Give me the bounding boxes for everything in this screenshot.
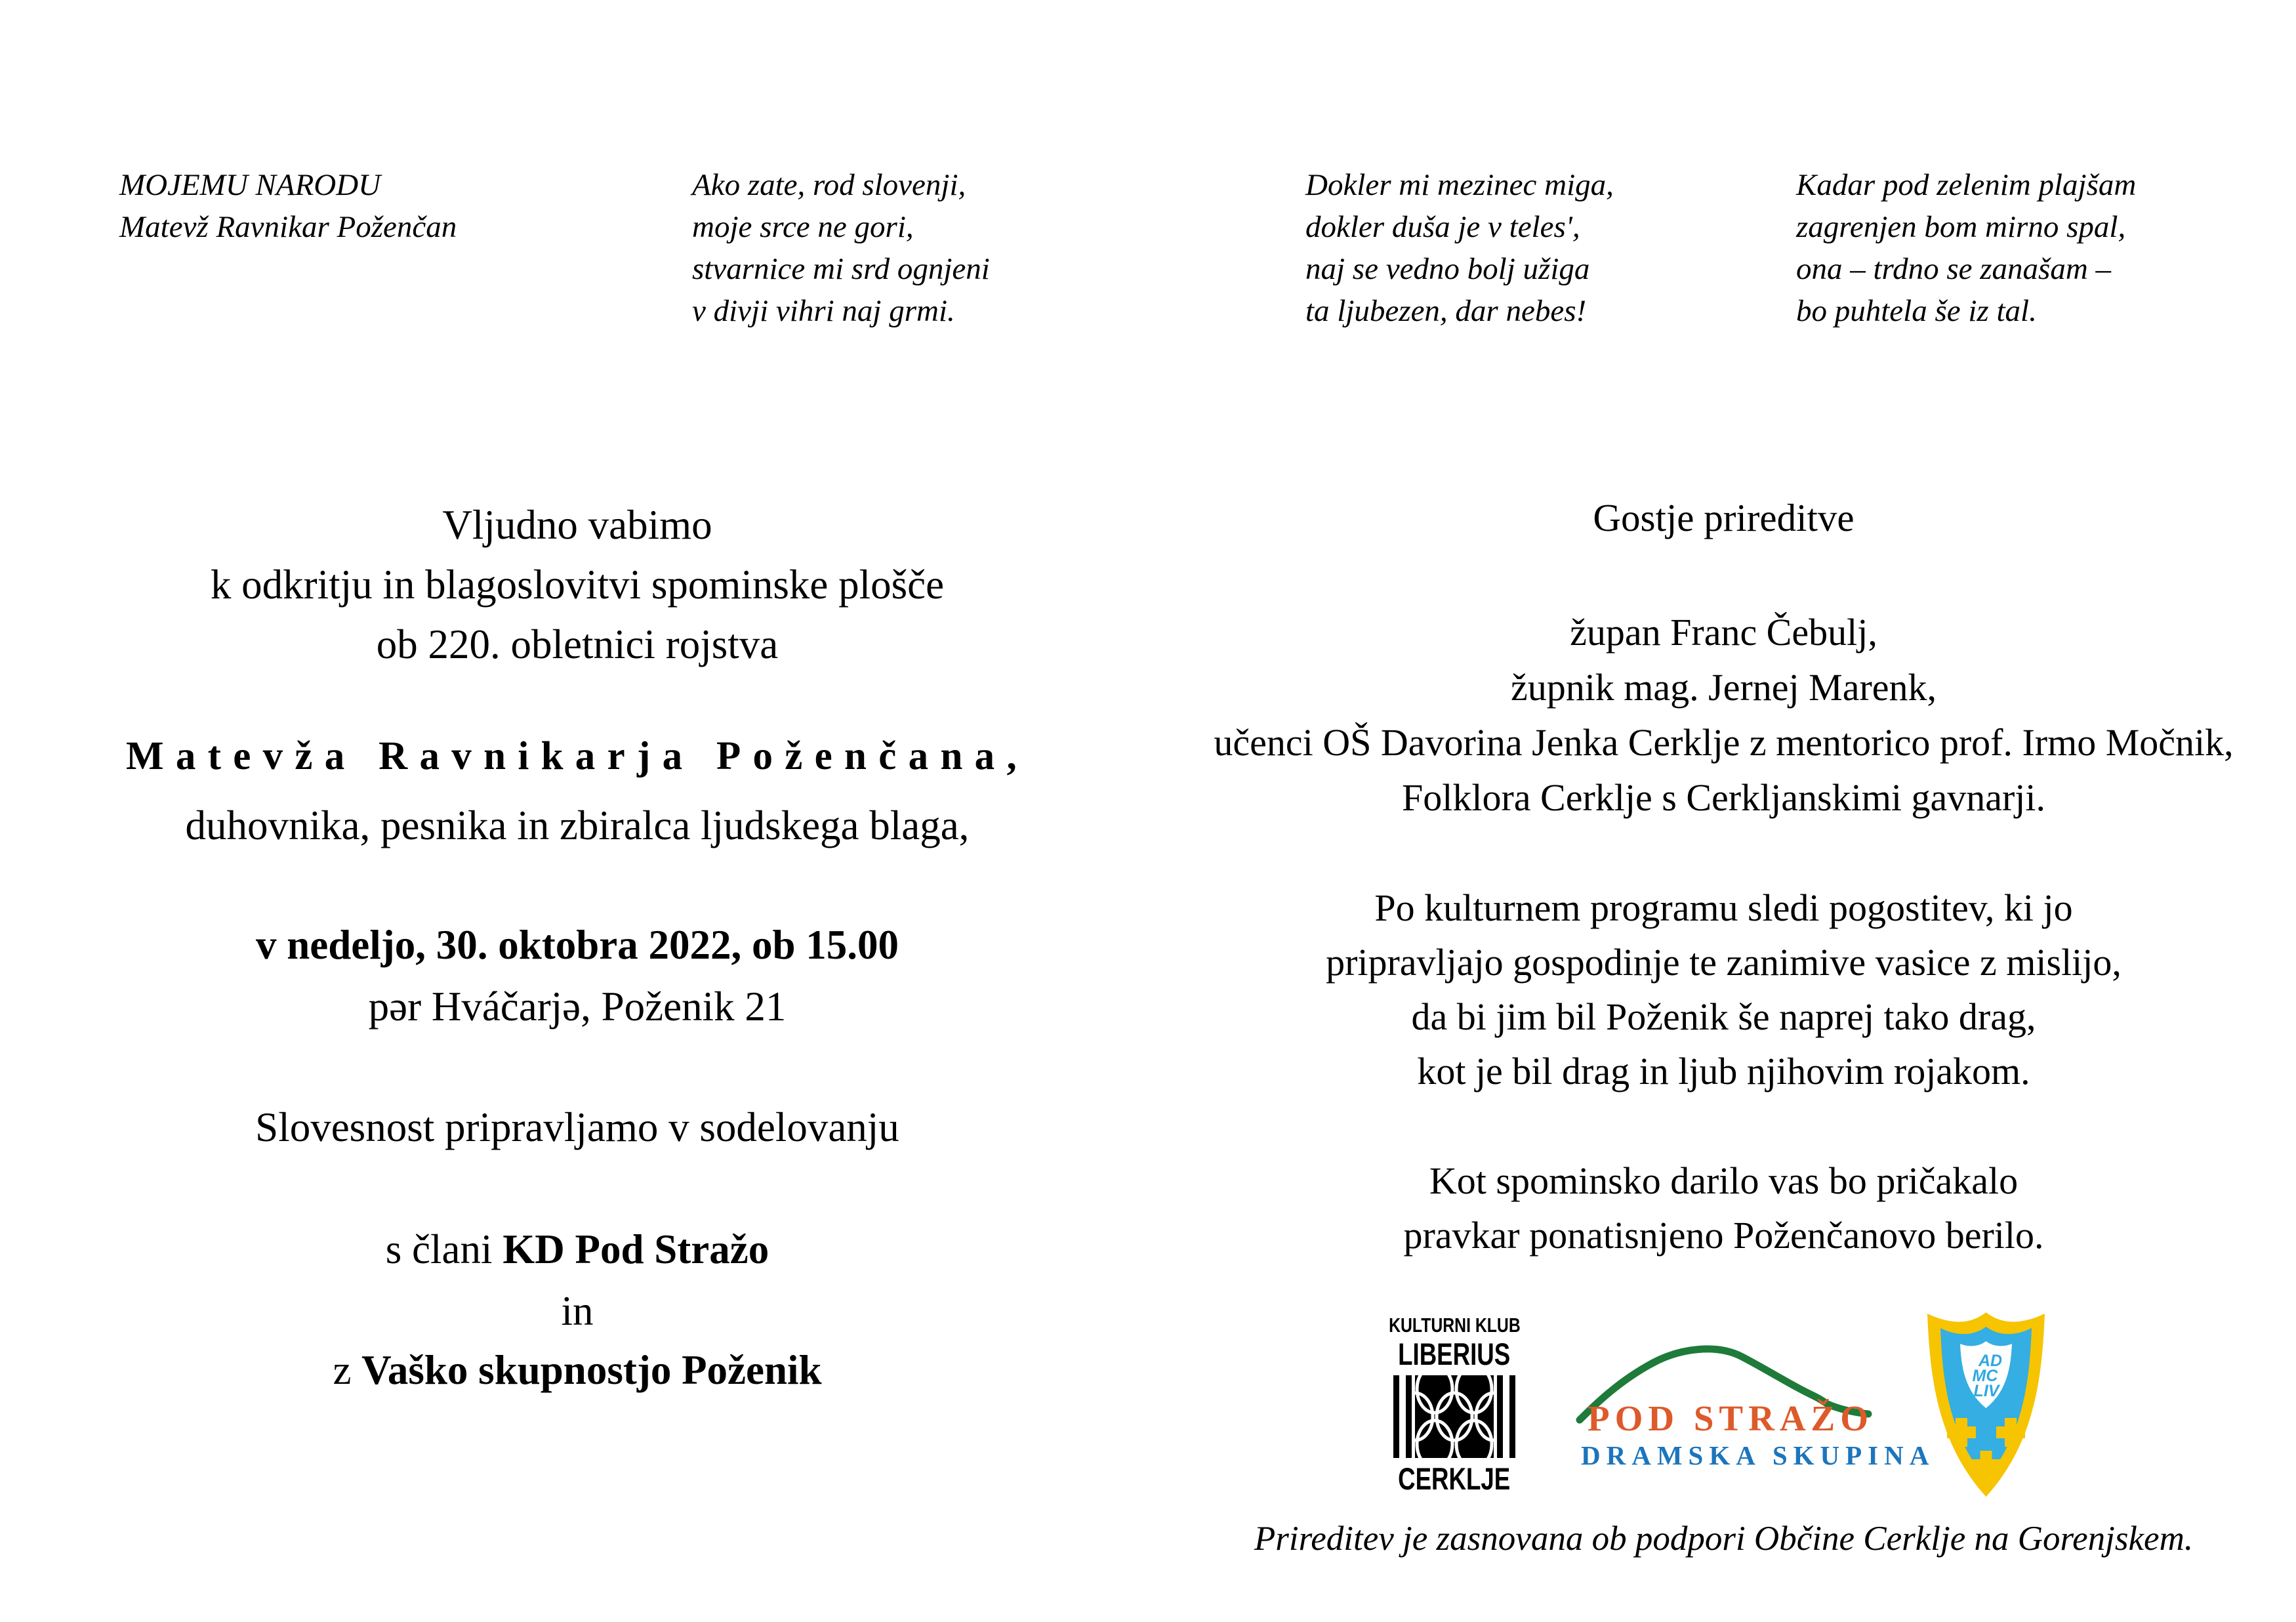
stanza-line: v divji vihri naj grmi.: [692, 294, 955, 328]
paragraph-line: da bi jim bil Poženik še naprej tako drag,: [1411, 995, 2036, 1038]
guests-heading: Gostje prireditve: [1593, 496, 1855, 539]
guest-item: župnik mag. Jernej Marenk,: [1510, 666, 1937, 709]
liberius-lattice-pattern: [1390, 1375, 1519, 1458]
poem-stanza-1: [692, 164, 990, 332]
pod-strazo-subtitle: DRAMSKA SKUPINA: [1581, 1440, 1935, 1470]
stanza-line: stvarnice mi srd ognjeni: [692, 252, 990, 286]
organizer-1-prefix: s člani: [385, 1226, 503, 1272]
liberius-logo-name-text: LIBERIUS: [1398, 1337, 1511, 1371]
invitation-intro: [0, 495, 1155, 675]
guest-item: Folklora Cerklje s Cerkljanskimi gavnarji.: [1402, 776, 2045, 819]
poem-attribution: [119, 164, 457, 248]
stanza-line: Dokler mi mezinec miga,: [1305, 168, 1614, 202]
stanza-line: zagrenjen bom mirno spal,: [1796, 210, 2126, 244]
stanza-line: bo puhtela še iz tal.: [1796, 294, 2037, 328]
stanza-line: ta ljubezen, dar nebes!: [1305, 294, 1587, 328]
event-place: pər Hváčarjə, Poženik 21: [368, 984, 787, 1029]
honoree-name: Matevža Ravnikarja Poženčana,: [125, 734, 1029, 778]
pattern-bar: [1497, 1375, 1503, 1458]
crest-text-line2: MC: [1972, 1367, 1998, 1385]
pattern-bar: [1393, 1375, 1399, 1458]
event-date: v nedeljo, 30. oktobra 2022, ob 15.00: [255, 922, 899, 968]
stanza-line: dokler duša je v teles',: [1305, 210, 1580, 244]
paragraph-line: Kot spominsko darilo vas bo pričakalo: [1429, 1159, 2019, 1202]
intro-line: Vljudno vabimo: [442, 502, 712, 548]
poem-stanza-2: [1305, 164, 1614, 332]
organizer-1: [0, 1226, 1155, 1274]
stanza-line: Ako zate, rod slovenji,: [692, 168, 966, 202]
honoree-description: duhovnika, pesnika in zbiralca ljudskega blaga,: [185, 802, 970, 848]
pod-strazo-logo: [1568, 1327, 1935, 1494]
support-note: Prireditev je zasnovana ob podpori Občine Cerklje na Gorenjskem.: [1254, 1520, 2194, 1558]
municipal-crest-logo: [1919, 1304, 2053, 1505]
stanza-line: moje srce ne gori,: [692, 210, 914, 244]
organizers-intro: Slovesnost pripravljamo v sodelovanju: [255, 1104, 899, 1150]
pod-strazo-title: POD STRAŽO: [1588, 1398, 1874, 1438]
paragraph-line: pripravljajo gospodinje te zanimive vasice z mislijo,: [1326, 941, 2122, 984]
organizer-conjunction: in: [561, 1288, 594, 1334]
poem-dedication-title: MOJEMU NARODU: [119, 168, 381, 202]
paragraph-line: pravkar ponatisnjeno Poženčanovo berilo.: [1403, 1214, 2044, 1257]
organizer-2-name: Vaško skupnostjo Poženik: [361, 1347, 822, 1393]
guest-item: župan Franc Čebulj,: [1570, 611, 1877, 654]
organizer-2: [0, 1346, 1155, 1394]
program-paragraph: [1151, 881, 2296, 1098]
paragraph-line: Po kulturnem programu sledi pogostitev, ki jo: [1374, 886, 2073, 929]
liberius-club-logo: [1385, 1314, 1523, 1497]
poem-stanza-3: [1796, 164, 2136, 332]
intro-line: ob 220. obletnici rojstva: [376, 621, 779, 667]
liberius-ogee-lattice-icon: [1415, 1375, 1494, 1458]
stanza-line: naj se vedno bolj užiga: [1305, 252, 1590, 286]
pattern-bar: [1509, 1375, 1515, 1458]
pattern-bar: [1406, 1375, 1412, 1458]
stanza-line: ona – trdno se zanašam –: [1796, 252, 2112, 286]
poem-author: Matevž Ravnikar Poženčan: [119, 210, 457, 244]
guest-item: učenci OŠ Davorina Jenka Cerklje z mentorico prof. Irmo Močnik,: [1214, 721, 2234, 764]
gift-paragraph: [1151, 1154, 2296, 1262]
guests-list: [1151, 605, 2296, 825]
liberius-logo-top-text: KULTURNI KLUB: [1388, 1314, 1521, 1337]
intro-line: k odkritju in blagoslovitvi spominske plošče: [210, 562, 945, 608]
organizer-1-name: KD Pod Stražo: [502, 1226, 769, 1272]
liberius-logo-bottom-text: CERKLJE: [1398, 1461, 1511, 1496]
crest-text-line3: LIV: [1973, 1382, 1999, 1400]
crest-text-line1: AD: [1978, 1352, 2003, 1370]
paragraph-line: kot je bil drag in ljub njihovim rojakom.: [1417, 1050, 2030, 1092]
organizer-2-prefix: z: [333, 1347, 362, 1393]
stanza-line: Kadar pod zelenim plajšam: [1796, 168, 2137, 202]
